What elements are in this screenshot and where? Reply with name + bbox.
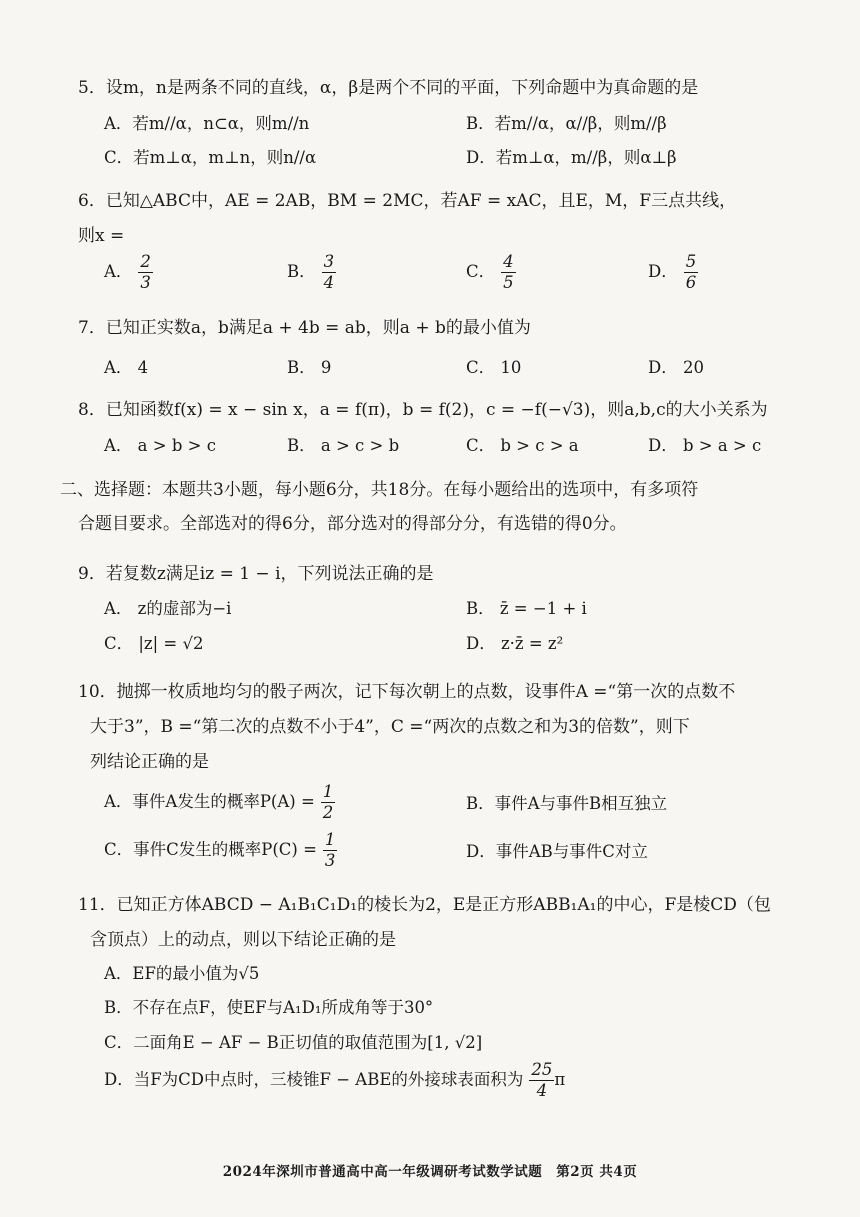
q7-stem: 7．已知正实数a，b满足a + 4b = ab，则a + b的最小值为 [78, 318, 531, 338]
q6-option-d: D． $\frac{5}{6}$ [648, 252, 697, 292]
q9-stem: 9．若复数z满足iz = 1 − i，下列说法正确的是 [78, 564, 434, 584]
fraction: $\frac{1}{2}$ [322, 782, 334, 822]
fraction: $\frac{1}{3}$ [324, 830, 336, 870]
q11-option-a: A．EF的最小值为√5 [104, 964, 260, 983]
q9-option-c: C． |z| = √2 [104, 634, 204, 653]
q10-option-b: B．事件A与事件B相互独立 [466, 794, 668, 813]
q6-option-a: A． $\frac{2}{3}$ [104, 252, 151, 292]
q8-stem: 8．已知函数f(x) = x − sin x，a = f(π)，b = f(2)，c = −f(−√3)，则a,b,c的大小关系为 [78, 400, 768, 420]
q7-option-c: C． 10 [466, 358, 522, 377]
q8-option-b: B． a > c > b [287, 436, 400, 455]
section2-instructions: 合题目要求。全部选对的得6分，部分选对的得部分分，有选错的得0分。 [78, 514, 627, 534]
q10-stem-1: 10．抛掷一枚质地均匀的骰子两次，记下每次朝上的点数，设事件A =“第一次的点数不 [78, 682, 736, 702]
fraction: $\frac{4}{5}$ [503, 252, 514, 292]
q7-option-a: A． 4 [104, 358, 149, 377]
fraction: $\frac{3}{4}$ [323, 252, 335, 292]
q9-option-a: A． z的虚部为−i [104, 599, 232, 618]
q11-option-d: D．当F为CD中点时，三棱锥F − ABE的外接球表面积为 $\frac{25}{4}$ π [104, 1060, 566, 1100]
fraction: $\frac{2}{3}$ [140, 252, 151, 292]
page-footer: 2024年深圳市普通高中高一年级调研考试数学试题 第2页 共4页 [222, 1164, 638, 1180]
q6-option-c: C． $\frac{4}{5}$ [466, 252, 514, 292]
q5-option-c: C．若m⊥α，m⊥n，则n//α [104, 148, 317, 167]
q8-option-d: D． b > a > c [648, 436, 762, 455]
q7-option-b: B． 9 [287, 358, 332, 377]
q5-option-d: D．若m⊥α，m//β，则α⊥β [466, 148, 677, 167]
q6-stem-cont: 则x = [78, 226, 125, 246]
fraction: $\frac{25}{4}$ [531, 1060, 553, 1100]
q8-option-c: C． b > c > a [466, 436, 579, 455]
q5-option-b: B．若m//α，α//β，则m//β [466, 114, 667, 133]
q10-stem-2: 大于3”，B =“第二次的点数不小于4”，C =“两次的点数之和为3的倍数”，则下 [90, 717, 690, 737]
section2-heading: 二、选择题：本题共3小题，每小题6分，共18分。在每小题给出的选项中，有多项符 [60, 480, 699, 500]
q9-option-b: B． z̄ = −1 + i [466, 599, 587, 618]
q8-option-a: A． a > b > c [104, 436, 216, 455]
q10-option-d: D．事件AB与事件C对立 [466, 842, 648, 861]
fraction: $\frac{5}{6}$ [685, 252, 697, 292]
q10-option-c: C．事件C发生的概率P(C) = $\frac{1}{3}$ [104, 830, 336, 870]
q6-option-b: B． $\frac{3}{4}$ [287, 252, 335, 292]
q11-stem-2: 含顶点）上的动点，则以下结论正确的是 [90, 930, 396, 950]
q5-stem: 5．设m，n是两条不同的直线，α，β是两个不同的平面，下列命题中为真命题的是 [78, 78, 699, 98]
q11-stem-1: 11．已知正方体ABCD − A₁B₁C₁D₁的棱长为2，E是正方形ABB₁A₁的中心，F是棱CD（包 [78, 895, 771, 915]
q5-option-a: A．若m//α，n⊂α，则m//n [104, 114, 310, 133]
q11-option-c: C．二面角E − AF − B正切值的取值范围为[1, √2] [104, 1033, 483, 1052]
q6-stem: 6．已知△ABC中，AE = 2AB，BM = 2MC，若AF = xAC，且E，M，F三点共线， [78, 191, 737, 211]
q9-option-d: D． z·z̄ = z² [466, 634, 564, 653]
q11-option-b: B．不存在点F，使EF与A₁D₁所成角等于30° [104, 998, 434, 1017]
q7-option-d: D． 20 [648, 358, 704, 377]
q10-stem-3: 列结论正确的是 [90, 752, 209, 772]
q10-option-a: A．事件A发生的概率P(A) = $\frac{1}{2}$ [104, 782, 334, 822]
